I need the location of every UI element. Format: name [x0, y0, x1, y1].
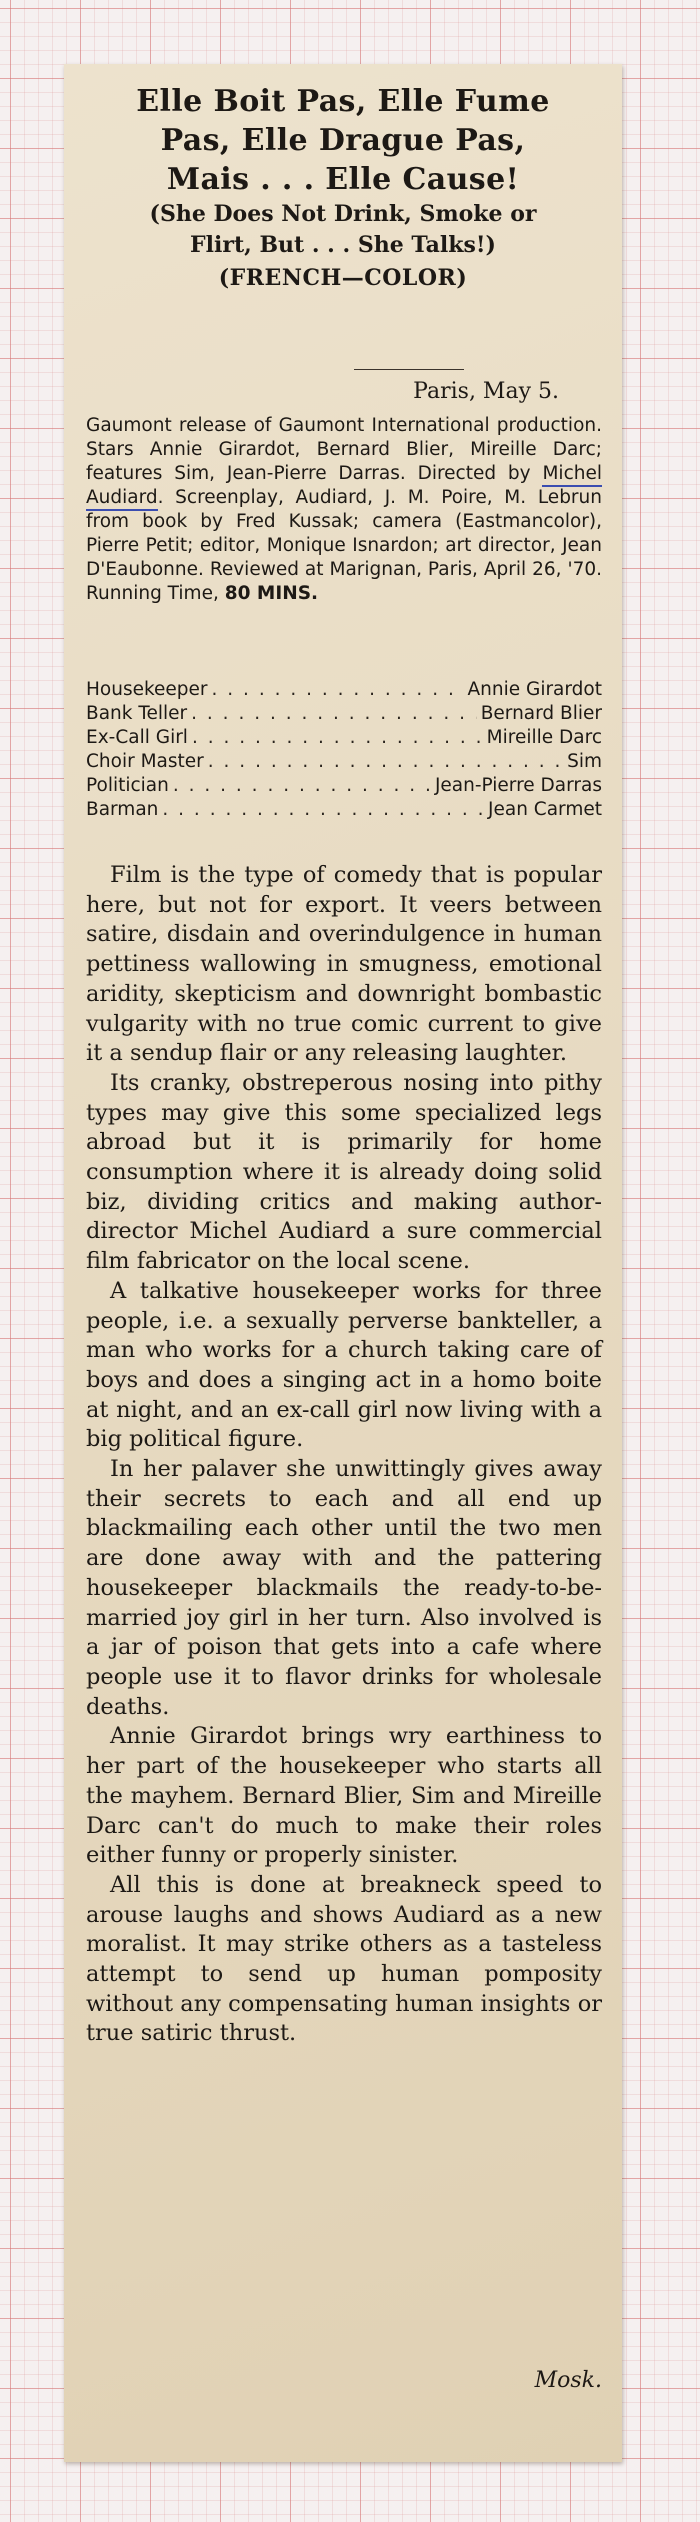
leader-dots	[208, 750, 563, 774]
newspaper-clipping	[64, 64, 622, 2462]
cast-list	[86, 678, 602, 822]
leader-dots	[212, 678, 464, 702]
cast-actor: Sim	[567, 751, 602, 772]
cast-row	[86, 798, 602, 822]
reviewer-signature: Mosk.	[534, 2368, 602, 2393]
review-body	[86, 861, 602, 2049]
cast-role: Barman	[86, 799, 159, 820]
cast-role: Housekeeper	[86, 679, 208, 700]
production-credits	[86, 414, 602, 606]
cast-actor: Bernard Blier	[480, 703, 602, 724]
review-paragraph: Film is the type of comedy that is popular here, but not for export. It veers between satire, disdain and overindulgence in human pettiness wallowing in smugness, emotional aridity, skepticism and downright bombastic vulgarity with no true comic current to give it a sendup flair or any releasing laughter.	[86, 862, 602, 1067]
credits-text-after: . Screenplay, Audiard, J. M. Poire, M. Lebrun from book by Fred Kussak; camera (Eastmancolor), Pierre Petit; editor, Monique Isnardon; art director, Jean D'Eaubonne. Reviewed at Marignan, Paris, April 26, '70. Running Time,	[86, 487, 602, 604]
genre-label: (FRENCH—COLOR)	[218, 265, 468, 291]
running-time: 80 MINS.	[224, 583, 319, 604]
translation-line-1: (She Does Not Drink, Smoke or	[149, 201, 537, 227]
cast-row	[86, 702, 602, 726]
review-paragraph: A talkative housekeeper works for three people, i.e. a sexually perverse bankteller, a man who works for a church taking care of boys and does a singing act in a homo boite at night, and an ex-call girl now living with a big political figure.	[86, 1277, 602, 1453]
review-paragraph: In her palaver she unwittingly gives away their secrets to each and all end up blackmailing each other until the two men are done away with and the pattering housekeeper blackmails the ready-to-be-married joy girl in her turn. Also involved is a jar of poison that gets into a cafe where people use it to flavor drinks for wholesale deaths.	[86, 1456, 602, 1720]
dateline: Paris, May 5.	[413, 379, 559, 404]
headline-line-3: Mais . . . Elle Cause!	[166, 162, 520, 197]
divider-rule	[354, 369, 464, 370]
cast-actor: Jean Carmet	[488, 799, 602, 820]
headline-block	[82, 82, 604, 295]
headline-line-2: Pas, Elle Drague Pas,	[160, 123, 526, 158]
cast-actor: Jean-Pierre Darras	[434, 775, 602, 796]
credits-text-before: Gaumont release of Gaumont International production. Stars Annie Girardot, Bernard Blier, Mireille Darc; features Sim, Jean-Pierre Darras. Directed by	[86, 415, 602, 484]
director-name-underlined: Michel Audiard	[86, 463, 602, 511]
leader-dots	[173, 774, 431, 798]
cast-role: Ex-Call Girl	[86, 727, 188, 748]
cast-actor: Annie Girardot	[467, 679, 602, 700]
leader-dots	[162, 798, 484, 822]
cast-row	[86, 774, 602, 798]
cast-row	[86, 678, 602, 702]
review-paragraph: All this is done at breakneck speed to arouse laughs and shows Audiard as a new moralist. It may strike others as a tasteless attempt to send up human pomposity without any compensating human insights or true satiric thrust.	[86, 1871, 602, 2047]
cast-actor: Mireille Darc	[486, 727, 602, 748]
review-paragraph: Annie Girardot brings wry earthiness to her part of the housekeeper who starts all the mayhem. Bernard Blier, Sim and Mireille Darc can't do much to make their roles either funny or properly sinister.	[86, 1723, 602, 1869]
leader-dots	[191, 702, 477, 726]
cast-row	[86, 726, 602, 750]
review-paragraph: Its cranky, obstreperous nosing into pithy types may give this some specialized legs abroad but it is primarily for home consumption where it is already doing solid biz, dividing critics and making author-director Michel Audiard a sure commercial film fabricator on the local scene.	[86, 1069, 602, 1275]
cast-role: Bank Teller	[86, 703, 188, 724]
cast-role: Choir Master	[86, 751, 204, 772]
translation-line-2: Flirt, But . . . She Talks!)	[190, 232, 496, 258]
leader-dots	[192, 726, 483, 750]
cast-row	[86, 750, 602, 774]
headline-line-1: Elle Boit Pas, Elle Fume	[136, 84, 550, 119]
cast-role: Politician	[86, 775, 169, 796]
